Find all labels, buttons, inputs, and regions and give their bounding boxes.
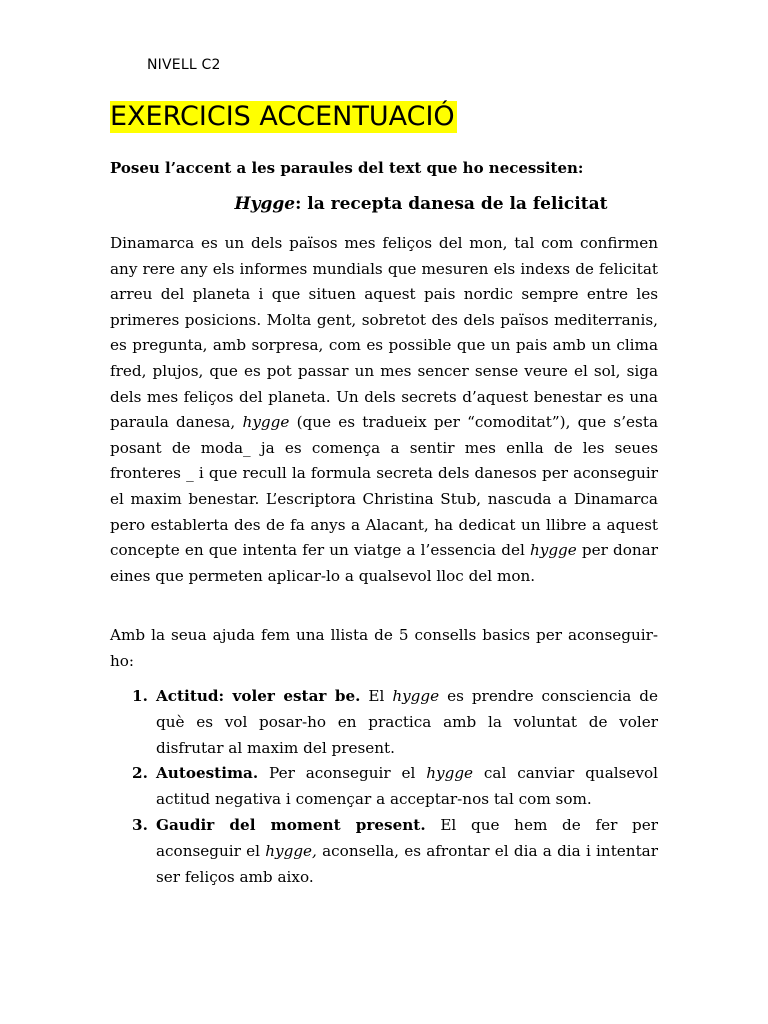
- list-item-heading: Autoestima.: [156, 764, 259, 783]
- list-item-text: El que hem de fer per aconseguir el: [156, 815, 658, 860]
- paragraph-2: Amb la seua ajuda fem una llista de 5 consells basics per aconseguir-ho:: [110, 626, 658, 670]
- paragraph-1-part1: Dinamarca es un dels països mes feliços del mon, tal com confirmen any rere any els informes mundials que mesuren els indexs de felicitat arreu del planeta i que situen aquest pais nordic sempre entre les primeres posicions. Molta gent, sobretot des dels països mediterranis, es pregunta, amb sorpresa, com es possible que un pais amb un clima fred, plujos, que es pot passar un mes sencer sense veure el sol, siga dels mes feliços del planeta. Un dels secrets d’aquest benestar es una paraula danesa,: [110, 234, 658, 432]
- list-item-text: El: [360, 687, 393, 705]
- paragraph-1-italic1: hygge: [242, 413, 290, 432]
- list-item-italic: hygge: [392, 687, 440, 705]
- subtitle-keyword: Hygge: [234, 194, 296, 214]
- subtitle-rest: : la recepta danesa de la felicitat: [295, 194, 608, 214]
- list-item-text: Per aconseguir el: [258, 764, 427, 783]
- list-item: [110, 684, 658, 761]
- list-item-number: 2.: [132, 764, 148, 783]
- paragraph-1-italic2: hygge: [529, 541, 577, 560]
- paragraph-1-part3: per donar eines que permeten aplicar-lo a qualsevol lloc del mon.: [110, 541, 658, 585]
- list-item-heading: Actitud: voler estar be.: [156, 687, 361, 705]
- list-item-heading: Gaudir del moment present.: [156, 815, 426, 834]
- list-item-text: aconsella, es afrontar el dia a dia i intentar ser feliços amb aixo.: [156, 841, 658, 886]
- level-label: NIVELL C2: [147, 57, 221, 73]
- article-subtitle: [0, 194, 768, 214]
- instruction-text: Poseu l’accent a les paraules del text que ho necessiten:: [110, 159, 584, 177]
- list-item: [110, 761, 658, 813]
- paragraph-1-part2: (que es tradueix per “comoditat”), que s’esta posant de moda_ ja es començа a sentir mes enlla de les seues fronteres _ i que recull la formula secreta dels danesos per aconseguir el maxim benestar. L’escriptora Christina Stub, nascuda a Dinamarca pero establerta des de fa anys a Alacant, ha dedicat un llibre a aquest concepte en que intenta fer un viatge a l’essencia del: [110, 413, 658, 560]
- advice-list: [110, 684, 658, 890]
- list-item-text: es prendre consciencia de què es vol posar-ho en practica amb la voluntat de voler disfrutar al maxim del present.: [156, 687, 658, 757]
- page-title: EXERCICIS ACCENTUACIÓ: [110, 101, 455, 132]
- list-item-italic: hygge: [426, 764, 474, 783]
- paragraph-1: [110, 231, 658, 589]
- list-item-text: cal canviar qualsevol actitud negativa i començar a acceptar-nos tal com som.: [156, 764, 658, 809]
- list-item-italic: hygge,: [265, 841, 317, 860]
- list-item-number: 3.: [132, 815, 148, 834]
- list-item-number: 1.: [132, 687, 148, 705]
- list-item: [110, 813, 658, 890]
